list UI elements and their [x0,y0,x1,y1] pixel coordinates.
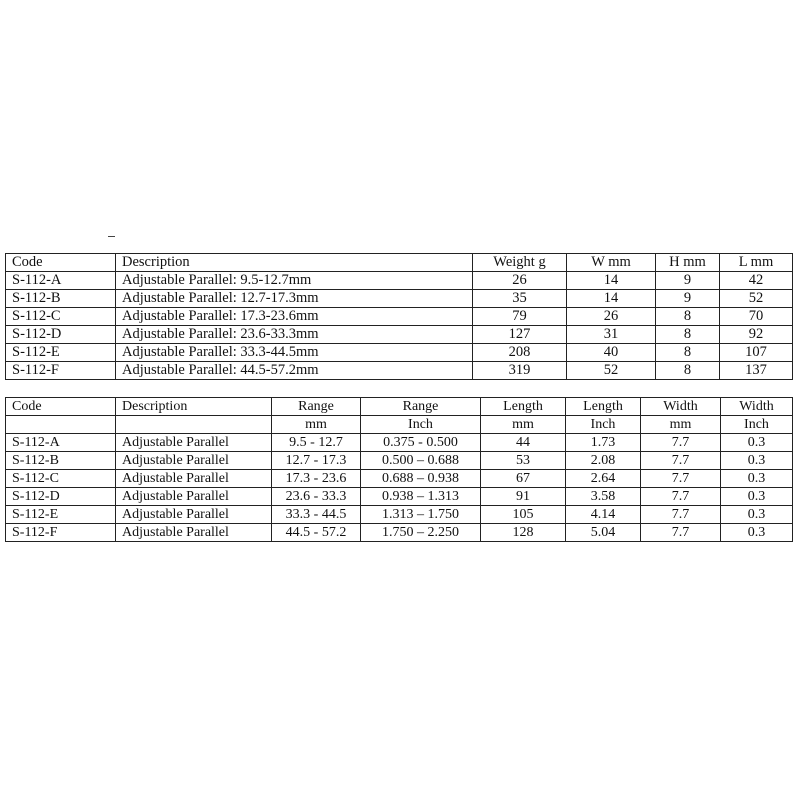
cell-w-mm: 26 [567,308,656,326]
header-width-inch: Width [721,398,793,416]
specs-table-weight-dimensions [5,253,793,380]
cell-code: S-112-A [6,434,116,452]
cell-weight: 79 [473,308,567,326]
cell-h-mm: 8 [656,362,720,380]
cell-w-mm: 31 [567,326,656,344]
cell-width-inch: 0.3 [721,506,793,524]
cell-description: Adjustable Parallel: 23.6-33.3mm [116,326,473,344]
cell-w-mm: 52 [567,362,656,380]
table-row [6,452,793,470]
cell-l-mm: 42 [720,272,793,290]
cell-h-mm: 9 [656,290,720,308]
cell-range-inch: 0.500 – 0.688 [361,452,481,470]
cell-code: S-112-B [6,290,116,308]
header-row [6,254,793,272]
unit-length-inch: Inch [566,416,641,434]
header-width-mm: Width [641,398,721,416]
header-row [6,398,793,416]
specs-table-ranges [5,397,793,542]
cell-length-inch: 5.04 [566,524,641,542]
cell-code: S-112-B [6,452,116,470]
cell-range-mm: 44.5 - 57.2 [272,524,361,542]
cell-h-mm: 8 [656,344,720,362]
table-row [6,434,793,452]
table-row [6,488,793,506]
cell-w-mm: 40 [567,344,656,362]
cell-weight: 319 [473,362,567,380]
table-row [6,344,793,362]
cell-width-mm: 7.7 [641,470,721,488]
cell-length-inch: 2.64 [566,470,641,488]
cell-range-inch: 0.375 - 0.500 [361,434,481,452]
cell-length-mm: 105 [481,506,566,524]
header-w-mm: W mm [567,254,656,272]
table-row [6,362,793,380]
cell-description: Adjustable Parallel [116,434,272,452]
cell-length-inch: 4.14 [566,506,641,524]
unit-description [116,416,272,434]
cell-h-mm: 8 [656,308,720,326]
cell-l-mm: 107 [720,344,793,362]
cell-width-inch: 0.3 [721,488,793,506]
cell-weight: 35 [473,290,567,308]
header-range-mm: Range [272,398,361,416]
cell-code: S-112-D [6,488,116,506]
cell-code: S-112-F [6,362,116,380]
unit-range-mm: mm [272,416,361,434]
cell-width-inch: 0.3 [721,434,793,452]
cell-width-mm: 7.7 [641,452,721,470]
cell-code: S-112-C [6,308,116,326]
cell-description: Adjustable Parallel: 9.5-12.7mm [116,272,473,290]
cell-l-mm: 52 [720,290,793,308]
cell-width-inch: 0.3 [721,452,793,470]
header-l-mm: L mm [720,254,793,272]
cell-range-mm: 17.3 - 23.6 [272,470,361,488]
cell-description: Adjustable Parallel: 17.3-23.6mm [116,308,473,326]
header-description: Description [116,254,473,272]
cell-w-mm: 14 [567,290,656,308]
unit-width-inch: Inch [721,416,793,434]
cell-code: S-112-E [6,344,116,362]
cell-description: Adjustable Parallel [116,506,272,524]
cell-description: Adjustable Parallel [116,524,272,542]
cell-description: Adjustable Parallel [116,452,272,470]
specs-table-ranges-header [6,398,793,434]
header-description: Description [116,398,272,416]
unit-range-inch: Inch [361,416,481,434]
cell-length-mm: 53 [481,452,566,470]
cell-h-mm: 9 [656,272,720,290]
cell-range-inch: 1.313 – 1.750 [361,506,481,524]
cell-range-inch: 1.750 – 2.250 [361,524,481,542]
cell-weight: 127 [473,326,567,344]
cell-width-inch: 0.3 [721,524,793,542]
cell-code: S-112-F [6,524,116,542]
cell-code: S-112-D [6,326,116,344]
cell-range-mm: 23.6 - 33.3 [272,488,361,506]
table-row [6,308,793,326]
cell-description: Adjustable Parallel: 12.7-17.3mm [116,290,473,308]
cell-code: S-112-C [6,470,116,488]
cell-range-inch: 0.938 – 1.313 [361,488,481,506]
cell-length-mm: 91 [481,488,566,506]
table-row [6,326,793,344]
table-row [6,290,793,308]
cell-weight: 208 [473,344,567,362]
cell-l-mm: 137 [720,362,793,380]
cell-length-inch: 3.58 [566,488,641,506]
units-row [6,416,793,434]
unit-length-mm: mm [481,416,566,434]
cell-width-mm: 7.7 [641,434,721,452]
table-row [6,272,793,290]
header-length-mm: Length [481,398,566,416]
table-row [6,470,793,488]
cell-h-mm: 8 [656,326,720,344]
cell-length-inch: 1.73 [566,434,641,452]
cell-description: Adjustable Parallel: 33.3-44.5mm [116,344,473,362]
unit-width-mm: mm [641,416,721,434]
cell-description: Adjustable Parallel [116,470,272,488]
cell-l-mm: 92 [720,326,793,344]
cell-description: Adjustable Parallel [116,488,272,506]
header-range-inch: Range [361,398,481,416]
header-length-inch: Length [566,398,641,416]
cell-range-mm: 12.7 - 17.3 [272,452,361,470]
cell-range-inch: 0.688 – 0.938 [361,470,481,488]
cell-length-mm: 128 [481,524,566,542]
cell-l-mm: 70 [720,308,793,326]
table-row [6,506,793,524]
cell-width-inch: 0.3 [721,470,793,488]
header-code: Code [6,398,116,416]
header-weight: Weight g [473,254,567,272]
header-h-mm: H mm [656,254,720,272]
unit-code [6,416,116,434]
cell-range-mm: 33.3 - 44.5 [272,506,361,524]
header-code: Code [6,254,116,272]
cell-code: S-112-E [6,506,116,524]
cell-range-mm: 9.5 - 12.7 [272,434,361,452]
specs-table-ranges-body [6,434,793,542]
specs-table-weight-dimensions-body [6,272,793,380]
cell-width-mm: 7.7 [641,488,721,506]
cell-description: Adjustable Parallel: 44.5-57.2mm [116,362,473,380]
cell-w-mm: 14 [567,272,656,290]
cell-width-mm: 7.7 [641,506,721,524]
cell-length-inch: 2.08 [566,452,641,470]
table-row [6,524,793,542]
stray-mark [108,236,115,237]
cell-length-mm: 67 [481,470,566,488]
cell-weight: 26 [473,272,567,290]
cell-code: S-112-A [6,272,116,290]
cell-length-mm: 44 [481,434,566,452]
cell-width-mm: 7.7 [641,524,721,542]
specs-table-weight-dimensions-header [6,254,793,272]
